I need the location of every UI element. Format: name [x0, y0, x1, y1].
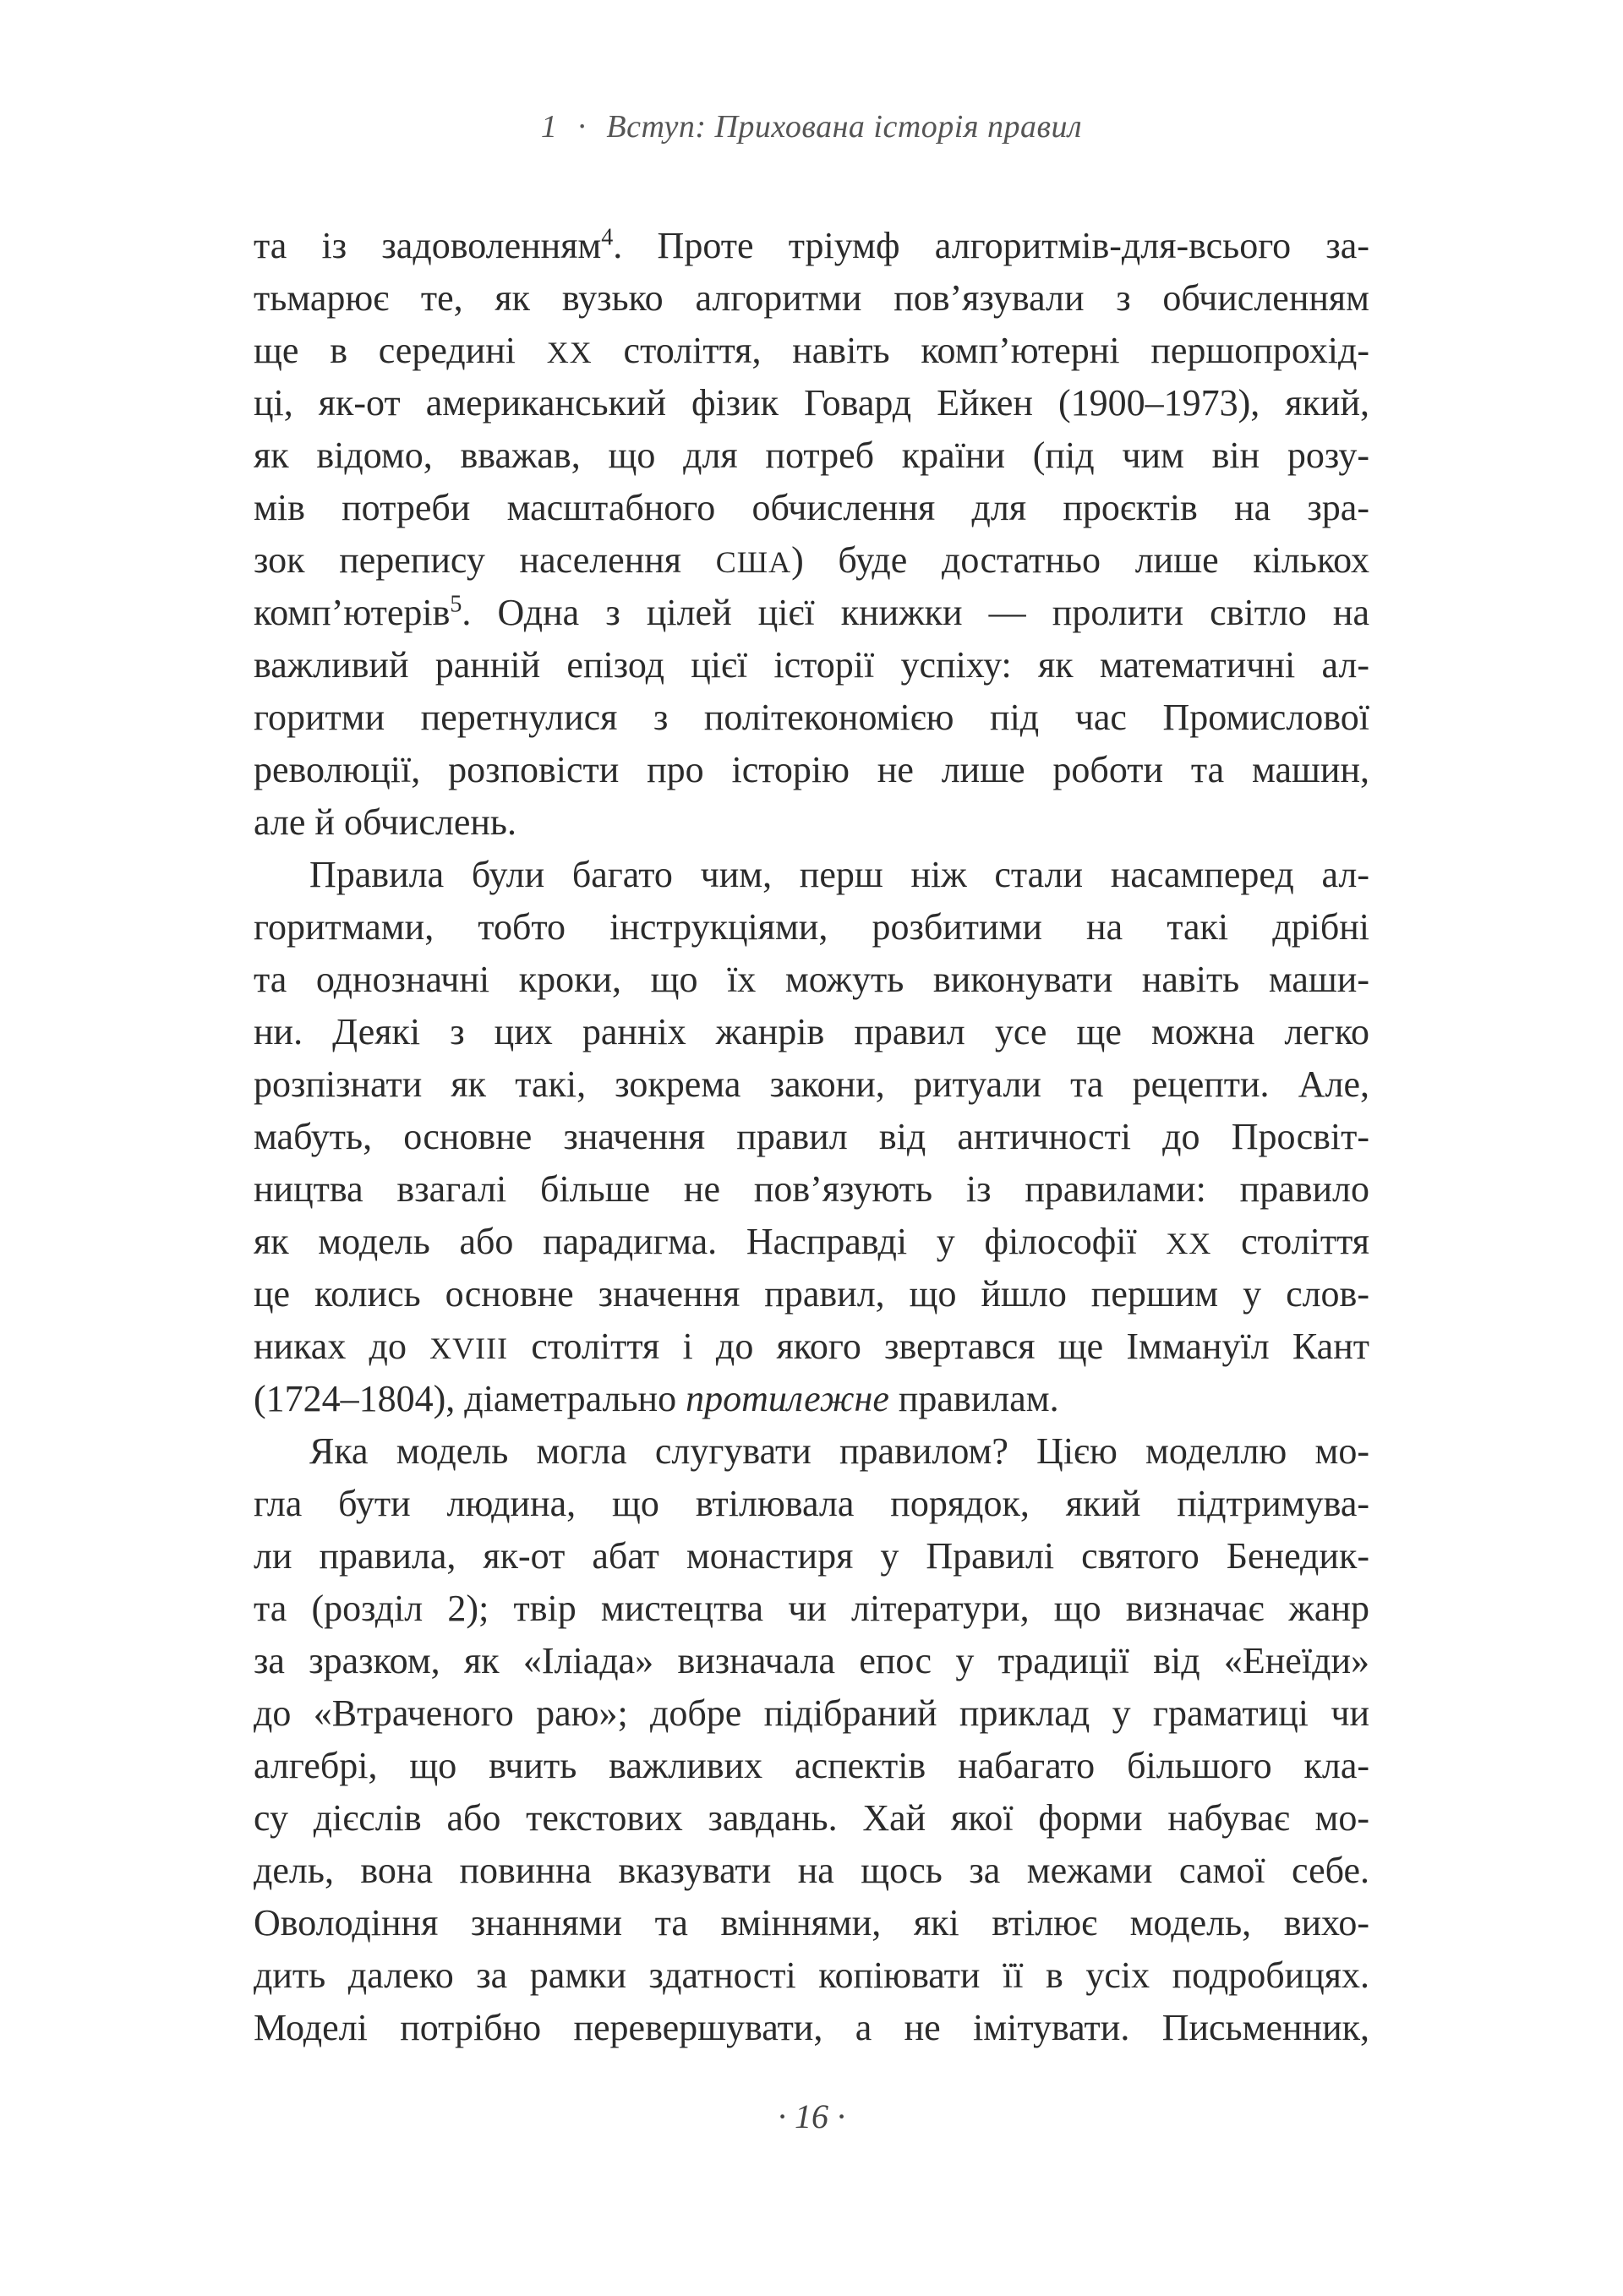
text-run: зок перепису населення	[254, 539, 716, 581]
text-line	[254, 1058, 1369, 1111]
small-caps-text: XVIII	[429, 1331, 509, 1365]
text-run: та із задоволенням	[254, 225, 602, 266]
text-run: ці, як-от американський фізик Говард Ейкен (1900–1973), який,	[254, 382, 1369, 424]
emphasis-text: протилежне	[686, 1378, 889, 1419]
text-run: гла бути людина, що втілювала порядок, який підтримува-	[254, 1483, 1369, 1524]
body-text	[254, 220, 1369, 2054]
small-caps-text: XX	[546, 336, 593, 369]
text-run: мів потреби масштабного обчислення для проєктів на зра-	[254, 487, 1369, 528]
text-line	[254, 849, 1369, 901]
text-run: століття і до якого звертався ще Іммануїл Кант	[508, 1326, 1369, 1367]
text-line	[254, 272, 1369, 325]
footnote-marker: 4	[601, 224, 614, 251]
text-line	[254, 325, 1369, 377]
text-line	[254, 2002, 1369, 2054]
text-run: це колись основне значення правил, що йшло першим у слов-	[254, 1273, 1369, 1315]
text-line	[254, 534, 1369, 587]
text-run: але й обчислень.	[254, 801, 516, 843]
text-run: дить далеко за рамки здатності копіювати її в усіх подробицях.	[254, 1954, 1369, 1996]
running-head-separator: ·	[577, 109, 587, 145]
text-run: ни. Деякі з цих ранніх жанрів правил усе ще можна легко	[254, 1011, 1369, 1052]
text-line	[254, 220, 1369, 272]
text-run: . Проте тріумф алгоритмів-для-всього за-	[613, 225, 1369, 266]
running-head	[0, 108, 1623, 145]
text-line	[254, 796, 1369, 849]
text-run: ництва взагалі більше не пов’язують із правилами: правило	[254, 1168, 1369, 1210]
text-run: століття, навіть комп’ютерні першопрохід-	[592, 330, 1369, 371]
chapter-number: 1	[540, 109, 558, 145]
text-run: мабуть, основне значення правил від античності до Просвіт-	[254, 1116, 1369, 1157]
text-line	[254, 1111, 1369, 1163]
text-run: як модель або парадигма. Насправді у філософії	[254, 1221, 1167, 1262]
text-line	[254, 587, 1369, 639]
text-line	[254, 1216, 1369, 1268]
text-run: (1724–1804), діаметрально	[254, 1378, 686, 1419]
text-run: як відомо, вважав, що для потреб країни (під чим він розу-	[254, 435, 1369, 476]
text-run: алгебрі, що вчить важливих аспектів набагато більшого кла-	[254, 1745, 1369, 1786]
text-line	[254, 1583, 1369, 1635]
text-run: дель, вона повинна вказувати на щось за межами самої себе.	[254, 1850, 1369, 1891]
text-run: комп’ютерів	[254, 592, 451, 633]
text-run: та однозначні кроки, що їх можуть виконувати навіть маши-	[254, 959, 1369, 1000]
text-line	[254, 1373, 1369, 1425]
text-line	[254, 639, 1369, 692]
small-caps-text: США	[715, 545, 792, 579]
text-line	[254, 954, 1369, 1006]
text-run: розпізнати як такі, зокрема закони, ритуали та рецепти. Але,	[254, 1063, 1369, 1105]
text-run: Правила були багато чим, перш ніж стали насамперед ал-	[309, 854, 1369, 895]
text-line	[254, 901, 1369, 954]
text-line	[254, 1740, 1369, 1792]
text-run: важливий ранній епізод цієї історії успіху: як математичні ал-	[254, 644, 1369, 686]
text-line	[254, 1163, 1369, 1216]
text-line	[254, 744, 1369, 796]
text-line	[254, 1478, 1369, 1530]
text-run: ) буде достатньо лише кількох	[791, 539, 1369, 581]
text-run: до «Втраченого раю»; добре підібраний приклад у граматиці чи	[254, 1692, 1369, 1734]
text-run: горитмами, тобто інструкціями, розбитими на такі дрібні	[254, 906, 1369, 948]
footnote-marker: 5	[450, 591, 462, 618]
text-run: тьмарює те, як вузько алгоритми пов’язували з обчисленням	[254, 277, 1369, 319]
text-line	[254, 1530, 1369, 1583]
text-line	[254, 1687, 1369, 1740]
text-line	[254, 429, 1369, 482]
text-run: революції, розповісти про історію не лише роботи та машин,	[254, 749, 1369, 790]
text-run: за зразком, як «Іліада» визначала епос у традиції від «Енеїди»	[254, 1640, 1369, 1681]
text-run: Яка модель могла слугувати правилом? Цією моделлю мо-	[309, 1430, 1369, 1472]
text-line	[254, 1845, 1369, 1897]
text-run: никах до	[254, 1326, 430, 1367]
text-run: . Одна з цілей цієї книжки — пролити світло на	[462, 592, 1369, 633]
text-line	[254, 1635, 1369, 1687]
chapter-title: Вступ: Прихована історія правил	[606, 109, 1083, 145]
text-line	[254, 377, 1369, 429]
text-run: та (розділ 2); твір мистецтва чи літератури, що визначає жанр	[254, 1588, 1369, 1629]
text-line	[254, 1425, 1369, 1478]
small-caps-text: XX	[1166, 1227, 1212, 1260]
text-line	[254, 1792, 1369, 1845]
text-run: Оволодіння знаннями та вміннями, які втілює модель, вихо-	[254, 1902, 1369, 1943]
text-run: ли правила, як-от абат монастиря у Правилі святого Бенедик-	[254, 1535, 1369, 1577]
text-run: горитми перетнулися з політекономією під час Промислової	[254, 697, 1369, 738]
text-run: ще в середині	[254, 330, 547, 371]
text-line	[254, 1320, 1369, 1373]
text-run: правилам.	[888, 1378, 1059, 1419]
text-line	[254, 1949, 1369, 2002]
text-run: Моделі потрібно перевершувати, а не імітувати. Письменник,	[254, 2007, 1369, 2048]
text-line	[254, 1897, 1369, 1949]
text-line	[254, 1006, 1369, 1058]
text-line	[254, 1268, 1369, 1320]
text-run: су дієслів або текстових завдань. Хай якої форми набуває мо-	[254, 1797, 1369, 1839]
text-run: століття	[1211, 1221, 1369, 1262]
text-line	[254, 692, 1369, 744]
text-line	[254, 482, 1369, 534]
page-number: · 16 ·	[778, 2097, 845, 2135]
